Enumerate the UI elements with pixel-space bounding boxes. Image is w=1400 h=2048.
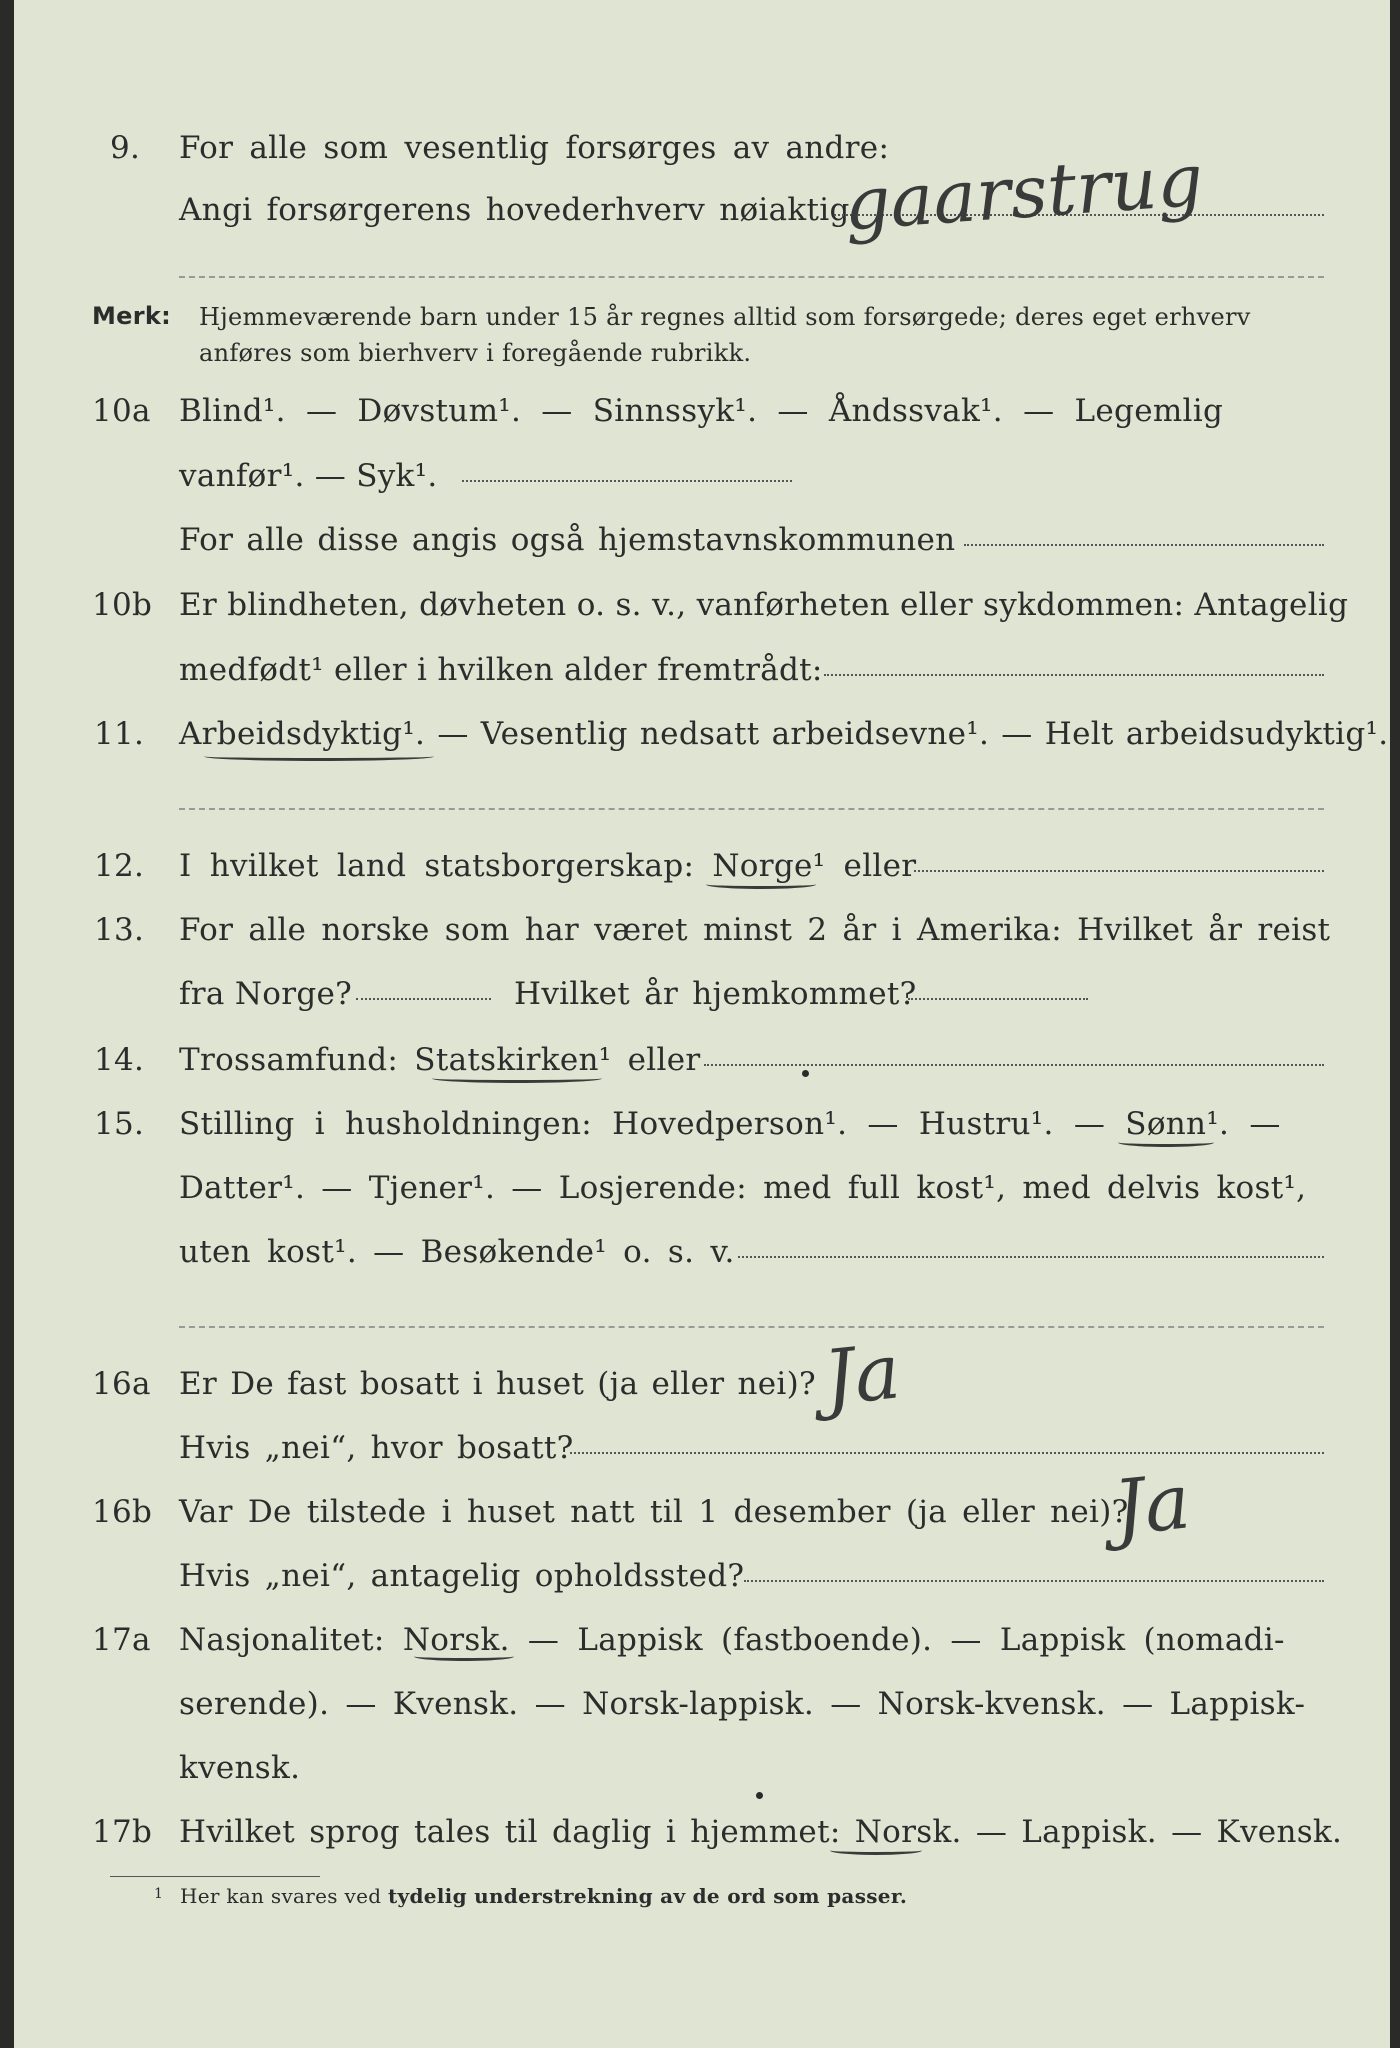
q17b-underline-norsk — [830, 1846, 922, 1855]
q13-text-line1: For alle norske som har været minst 2 år i Amerika: Hvilket år reist — [179, 912, 1331, 948]
q15-blank-line — [179, 1326, 1324, 1328]
q16a-number: 16a — [92, 1366, 151, 1402]
q10a-text-line3: For alle disse angis også hjemstavnskommunen — [179, 522, 956, 558]
q14-number: 14. — [94, 1042, 145, 1078]
footnote-plain: Her kan svares ved — [180, 1884, 382, 1908]
q11-number: 11. — [94, 716, 145, 752]
footnote-text — [180, 1884, 907, 1908]
q9-text-line1: For alle som vesentlig forsørges av andre: — [179, 130, 890, 166]
q17a-text-line2: serende). — Kvensk. — Norsk-lappisk. — Norsk-kvensk. — Lappisk- — [179, 1686, 1306, 1722]
q10a-number: 10a — [92, 393, 151, 429]
q15-text-line2: Datter¹. — Tjener¹. — Losjerende: med full kost¹, med delvis kost¹, — [179, 1170, 1307, 1206]
footnote-rule — [110, 1876, 320, 1877]
census-form-page — [14, 0, 1390, 2048]
q17a-number: 17a — [92, 1622, 151, 1658]
q16a-text-line1: Er De fast bosatt i huset (ja eller nei)? — [179, 1366, 816, 1402]
q16b-number: 16b — [92, 1494, 153, 1530]
q10a-text-line2: vanfør¹. — Syk¹. — [179, 458, 438, 494]
q10a-kommune-line — [964, 544, 1324, 546]
q9-number: 9. — [110, 130, 141, 166]
q13-hjemkommet-line — [908, 998, 1088, 1000]
q16b-text-line1: Var De tilstede i huset natt til 1 desember (ja eller nei)? — [179, 1494, 1129, 1530]
merk-text-line2: anføres som bierhverv i foregående rubrikk. — [199, 339, 752, 367]
q10b-answer-line — [824, 674, 1324, 676]
q15-text-line1: Stilling i husholdningen: Hovedperson¹. — Hustru¹. — Sønn¹. — — [179, 1106, 1281, 1142]
q15-text-line3: uten kost¹. — Besøkende¹ o. s. v. — [179, 1234, 735, 1270]
q11-underline-arbeidsdyktig — [204, 752, 434, 761]
q12-underline-norge — [706, 880, 816, 889]
q16b-text-line2: Hvis „nei“, antagelig opholdssted? — [179, 1558, 745, 1594]
ink-speck — [756, 1792, 763, 1799]
q16a-text-line2: Hvis „nei“, hvor bosatt? — [179, 1430, 574, 1466]
q9-handwritten-answer: gaarstrug — [841, 137, 1206, 247]
q12-text-line1: I hvilket land statsborgerskap: Norge¹ eller — [179, 848, 917, 884]
q16b-handwritten-answer: Ja — [1109, 1456, 1195, 1553]
q17a-text-line3: kvensk. — [179, 1750, 301, 1786]
q13-reist-line — [356, 998, 491, 1000]
q9-text-line2: Angi forsørgerens hovederhverv nøiaktig — [179, 192, 850, 228]
q10b-text-line1: Er blindheten, døvheten o. s. v., vanførheten eller sykdommen: Antagelig — [179, 587, 1349, 623]
q11-text-line1: Arbeidsdyktig¹. — Vesentlig nedsatt arbeidsevne¹. — Helt arbeidsudyktig¹. — [179, 716, 1389, 752]
q10b-text-line2: medfødt¹ eller i hvilken alder fremtrådt: — [179, 652, 823, 688]
footnote-mark: 1 — [154, 1886, 164, 1902]
q14-underline-statskirken — [432, 1074, 602, 1083]
merk-text-line1: Hjemmeværende barn under 15 år regnes alltid som forsørgede; deres eget erhverv — [199, 303, 1251, 331]
q17a-underline-norsk — [414, 1652, 514, 1661]
q15-number: 15. — [94, 1106, 145, 1142]
q13-text-line2b: Hvilket år hjemkommet? — [514, 976, 917, 1012]
q14-answer-line — [704, 1064, 1324, 1066]
q17b-text-line1: Hvilket sprog tales til daglig i hjemmet: Norsk. — Lappisk. — Kvensk. — [179, 1814, 1343, 1850]
q14-text-line1: Trossamfund: Statskirken¹ eller — [179, 1042, 701, 1078]
q11-blank-line — [179, 808, 1324, 810]
q10b-number: 10b — [92, 587, 153, 623]
q12-number: 12. — [94, 848, 145, 884]
q17a-text-line1: Nasjonalitet: Norsk. — Lappisk (fastboende). — Lappisk (nomadi- — [179, 1622, 1285, 1658]
q9-blank-line — [179, 276, 1324, 278]
footnote-bold: tydelig understrekning av de ord som passer. — [388, 1884, 908, 1908]
q16a-handwritten-answer: Ja — [819, 1326, 905, 1423]
q15-answer-line — [738, 1256, 1324, 1258]
q13-number: 13. — [94, 912, 145, 948]
q13-text-line2a: fra Norge? — [179, 976, 353, 1012]
q15-underline-sonn — [1118, 1138, 1214, 1147]
q10a-syk-line — [462, 480, 792, 482]
q16b-answer-line — [744, 1580, 1324, 1582]
merk-label: Merk: — [92, 302, 172, 330]
q10a-text-line1: Blind¹. — Døvstum¹. — Sinnssyk¹. — Åndssvak¹. — Legemlig — [179, 393, 1224, 429]
q12-answer-line — [914, 870, 1324, 872]
ink-speck — [802, 1070, 809, 1077]
q16a-answer-line — [570, 1452, 1324, 1454]
q17b-number: 17b — [92, 1814, 153, 1850]
